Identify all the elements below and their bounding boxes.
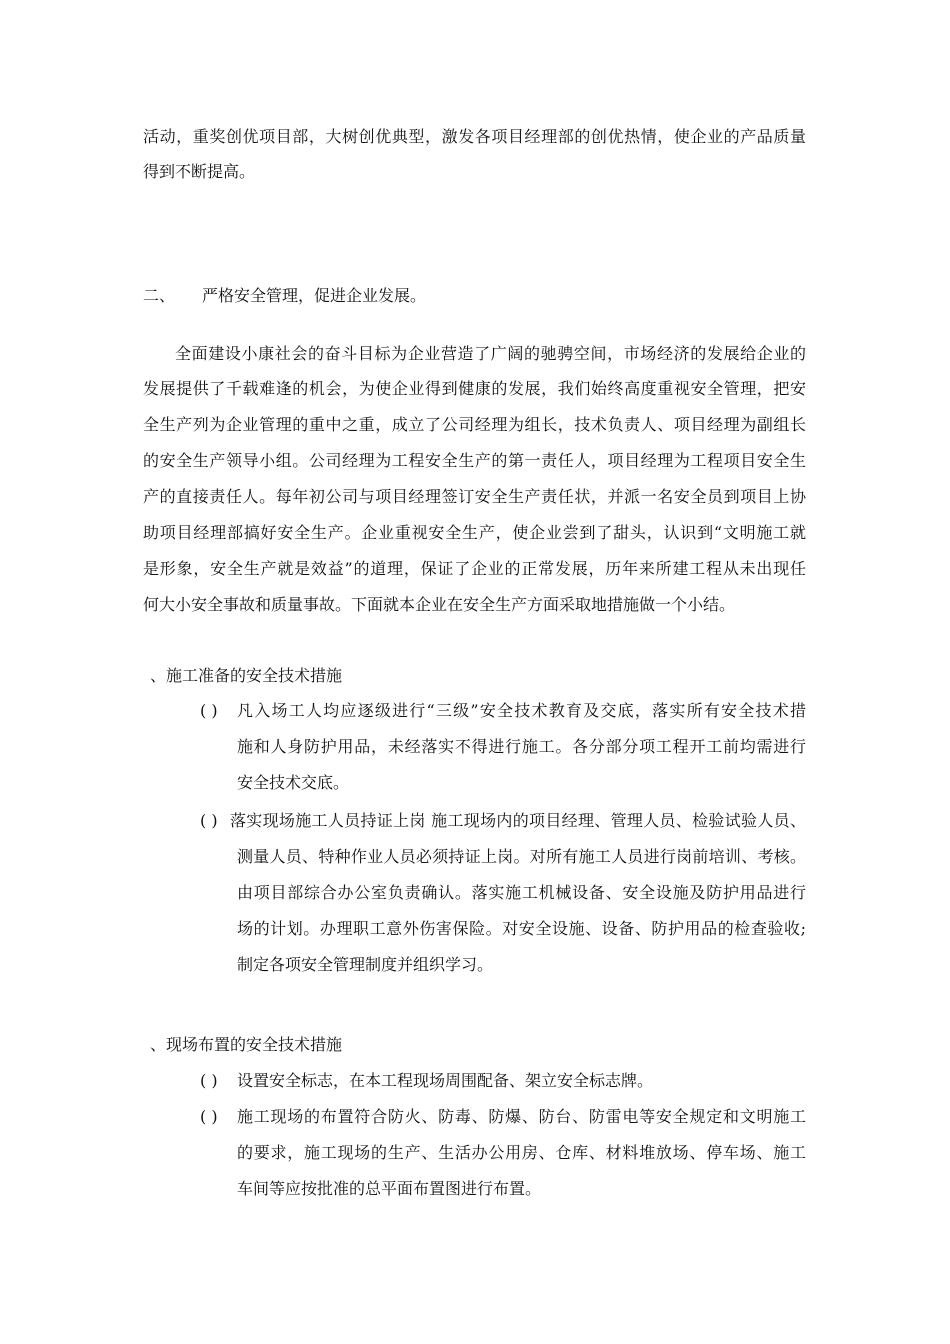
list-item-line: 设置安全标志，在本工程现场周围配备、架立安全标志牌。	[237, 1071, 654, 1090]
subsection-heading: 、施工准备的安全技术措施	[150, 666, 343, 685]
main-paragraph-line-2: 发展提供了千载难逢的机会，为使企业得到健康的发展，我们始终高度重视安全管理，把安	[143, 379, 806, 398]
list-item-marker: ( )	[200, 1071, 218, 1090]
list-item-line: 凡入场工人均应逐级进行“三级”安全技术教育及交底，落实所有安全技术措	[237, 701, 806, 720]
section-number: 二、	[143, 286, 176, 305]
list-item-line: 测量人员、特种作业人员必须持证上岗。对所有施工人员进行岗前培训、考核。	[237, 847, 806, 866]
section-title: 严格安全管理，促进企业发展。	[202, 286, 427, 305]
list-item-line: 施工现场的布置符合防火、防毒、防爆、防台、防雷电等安全规定和文明施工	[237, 1107, 806, 1126]
main-paragraph-line-6: 助项目经理部搞好安全生产。企业重视安全生产，使企业尝到了甜头，认识到“文明施工就	[143, 523, 806, 542]
list-item-line: 由项目部综合办公室负责确认。落实施工机械设备、安全设施及防护用品进行	[237, 883, 806, 902]
main-paragraph-line-8: 何大小安全事故和质量事故。下面就本企业在安全生产方面采取地措施做一个小结。	[143, 595, 736, 614]
list-item-line: 落实现场施工人员持证上岗 施工现场内的项目经理、管理人员、检验试验人员、	[230, 811, 806, 830]
list-item-line: 制定各项安全管理制度并组织学习。	[237, 955, 494, 974]
main-paragraph-line-3: 全生产列为企业管理的重中之重，成立了公司经理为组长，技术负责人、项目经理为副组长	[143, 415, 806, 434]
list-item-marker: ( )	[200, 811, 218, 830]
main-paragraph-line-1: 全面建设小康社会的奋斗目标为企业营造了广阔的驰骋空间，市场经济的发展给企业的	[175, 344, 806, 363]
main-paragraph-line-4: 的安全生产领导小组。公司经理为工程安全生产的第一责任人，项目经理为工程项目安全生	[143, 451, 806, 470]
list-item-line: 安全技术交底。	[237, 773, 350, 792]
list-item-line: 的要求，施工现场的生产、生活办公用房、仓库、材料堆放场、停车场、施工	[237, 1143, 806, 1162]
subsection-heading: 、现场布置的安全技术措施	[150, 1035, 343, 1054]
list-item-line: 车间等应按批准的总平面布置图进行布置。	[237, 1179, 542, 1198]
main-paragraph-line-5: 产的直接责任人。每年初公司与项目经理签订安全生产责任状，并派一名安全员到项目上协	[143, 487, 806, 506]
list-item-line: 场的计划。办理职工意外伤害保险。对安全设施、设备、防护用品的检查验收;	[237, 919, 806, 938]
main-paragraph-line-7: 是形象，安全生产就是效益”的道理，保证了企业的正常发展，历年来所建工程从未出现任	[143, 559, 806, 578]
intro-line-1: 活动，重奖创优项目部，大树创优典型，激发各项目经理部的创优热情，使企业的产品质量	[143, 127, 806, 146]
list-item-marker: ( )	[200, 1107, 218, 1126]
intro-line-2: 得到不断提高。	[143, 162, 256, 181]
list-item-marker: ( )	[200, 701, 218, 720]
list-item-line: 施和人身防护用品，未经落实不得进行施工。各分部分项工程开工前均需进行	[237, 737, 806, 756]
